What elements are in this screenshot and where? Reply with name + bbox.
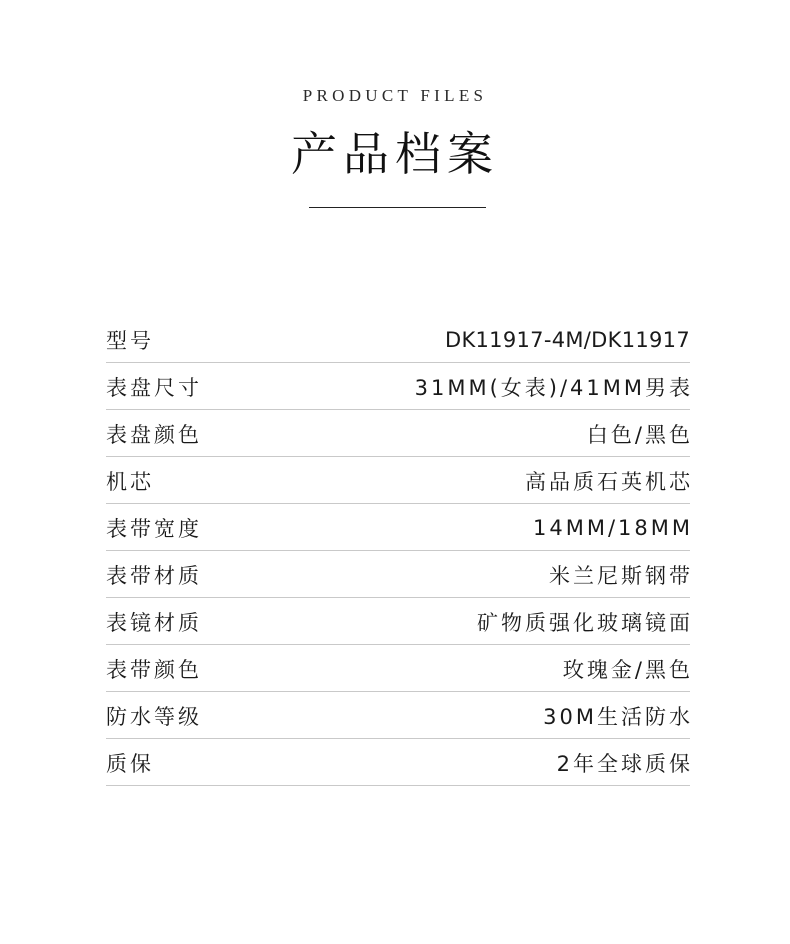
spec-row-dial-color	[106, 410, 693, 457]
page-title: 产品档案	[291, 127, 499, 181]
spec-label: 质保	[106, 752, 154, 776]
spec-label: 型号	[106, 329, 154, 353]
spec-label: 防水等级	[106, 705, 202, 729]
spec-value: 31MM(女表)/41MM男表	[414, 376, 693, 400]
spec-value: 30M生活防水	[543, 705, 693, 729]
spec-value: 矿物质强化玻璃镜面	[477, 611, 693, 635]
spec-label: 表带颜色	[106, 658, 202, 682]
spec-row-model	[106, 316, 690, 363]
spec-value: 白色/黑色	[586, 423, 693, 447]
spec-value: 2年全球质保	[556, 752, 693, 776]
spec-row-strap-width	[106, 504, 693, 551]
spec-table	[106, 316, 693, 786]
spec-value: DK11917-4M/DK11917	[444, 328, 690, 352]
spec-row-crystal-material	[106, 598, 693, 645]
spec-value: 米兰尼斯钢带	[549, 564, 693, 588]
spec-value: 高品质石英机芯	[525, 470, 693, 494]
spec-label: 表镜材质	[106, 611, 202, 635]
spec-row-strap-material	[106, 551, 693, 598]
spec-label: 表盘颜色	[106, 423, 202, 447]
eyebrow-text: PRODUCT FILES	[302, 86, 488, 105]
spec-row-water-resistance	[106, 692, 693, 739]
spec-row-movement	[106, 457, 693, 504]
spec-value: 14MM/18MM	[533, 516, 693, 540]
spec-label: 表带材质	[106, 564, 202, 588]
spec-row-warranty	[106, 739, 693, 786]
spec-label: 表带宽度	[106, 517, 202, 541]
spec-label: 机芯	[106, 470, 154, 494]
spec-label: 表盘尺寸	[106, 376, 202, 400]
spec-value: 玫瑰金/黑色	[562, 658, 693, 682]
spec-row-strap-color	[106, 645, 693, 692]
spec-row-dial-size	[106, 363, 693, 410]
title-underline	[309, 207, 486, 208]
